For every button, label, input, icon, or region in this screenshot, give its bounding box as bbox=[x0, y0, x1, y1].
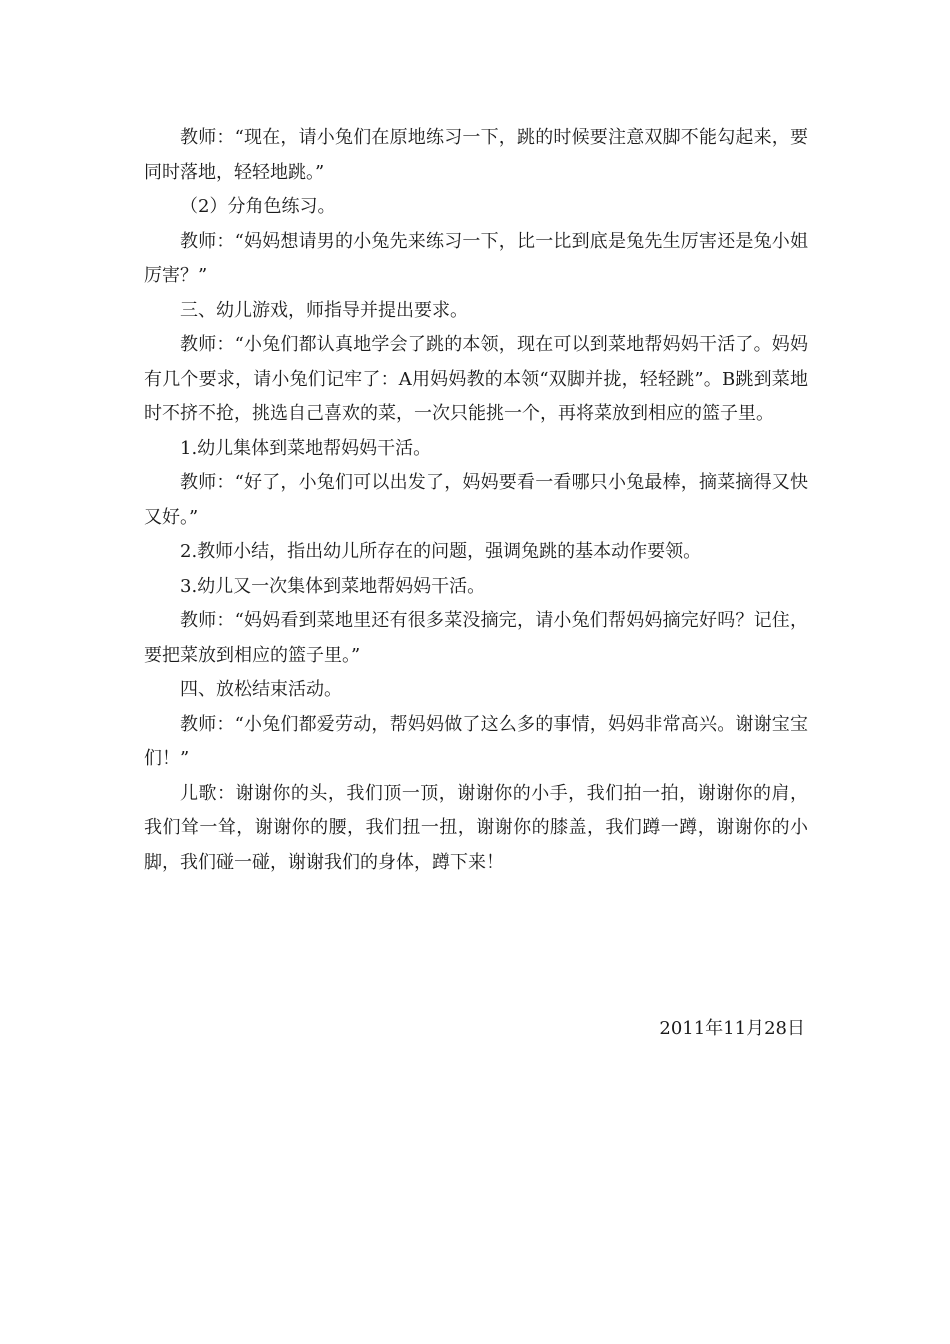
paragraph-teacher-more-vegetables: 教师：“妈妈看到菜地里还有很多菜没摘完，请小兔们帮妈妈摘完好吗？记住，要把菜放到相应的篮子里。” bbox=[144, 610, 808, 666]
paragraph-nursery-rhyme: 儿歌：谢谢你的头，我们顶一顶，谢谢你的小手，我们拍一拍，谢谢你的肩，我们耸一耸，谢谢你的腰，我们扭一扭，谢谢你的膝盖，我们蹲一蹲，谢谢你的小脚，我们碰一碰，谢谢我们的身体，蹲下来！ bbox=[144, 782, 808, 873]
section-heading-children-game: 三、幼儿游戏，师指导并提出要求。 bbox=[180, 299, 468, 321]
section-heading-relax-end: 四、放松结束活动。 bbox=[180, 679, 342, 700]
document-body bbox=[144, 121, 808, 880]
paragraph-teacher-thanks: 教师：“小兔们都爱劳动，帮妈妈做了这么多的事情，妈妈非常高兴。谢谢宝宝们！” bbox=[144, 713, 808, 769]
document-date: 2011年11月28日 bbox=[659, 1018, 805, 1039]
paragraph-teacher-set-off: 教师：“好了，小兔们可以出发了，妈妈要看一看哪只小兔最棒，摘菜摘得又快又好。” bbox=[144, 472, 808, 528]
paragraph-teacher-boys-practice: 教师：“妈妈想请男的小兔先来练习一下，比一比到底是兔先生厉害还是兔小姐厉害？” bbox=[144, 230, 808, 286]
list-item-3: 3.幼儿又一次集体到菜地帮妈妈干活。 bbox=[180, 575, 486, 597]
paragraph-teacher-requirements: 教师：“小兔们都认真地学会了跳的本领，现在可以到菜地帮妈妈干活了。妈妈有几个要求，请小兔们记牢了：A用妈妈教的本领“双脚并拢，轻轻跳”。B跳到菜地时不挤不抢，挑选自己喜欢的菜，一次只能挑一个，再将菜放到相应的篮子里。 bbox=[144, 334, 808, 424]
list-item-2: 2.教师小结，指出幼儿所存在的问题，强调兔跳的基本动作要领。 bbox=[180, 541, 702, 562]
paragraph-teacher-practice: 教师：“现在，请小兔们在原地练习一下，跳的时候要注意双脚不能勾起来，要同时落地，轻轻地跳。” bbox=[144, 127, 808, 183]
paragraph-role-practice-heading: （2）分角色练习。 bbox=[180, 196, 336, 217]
list-item-1: 1.幼儿集体到菜地帮妈妈干活。 bbox=[180, 437, 432, 459]
